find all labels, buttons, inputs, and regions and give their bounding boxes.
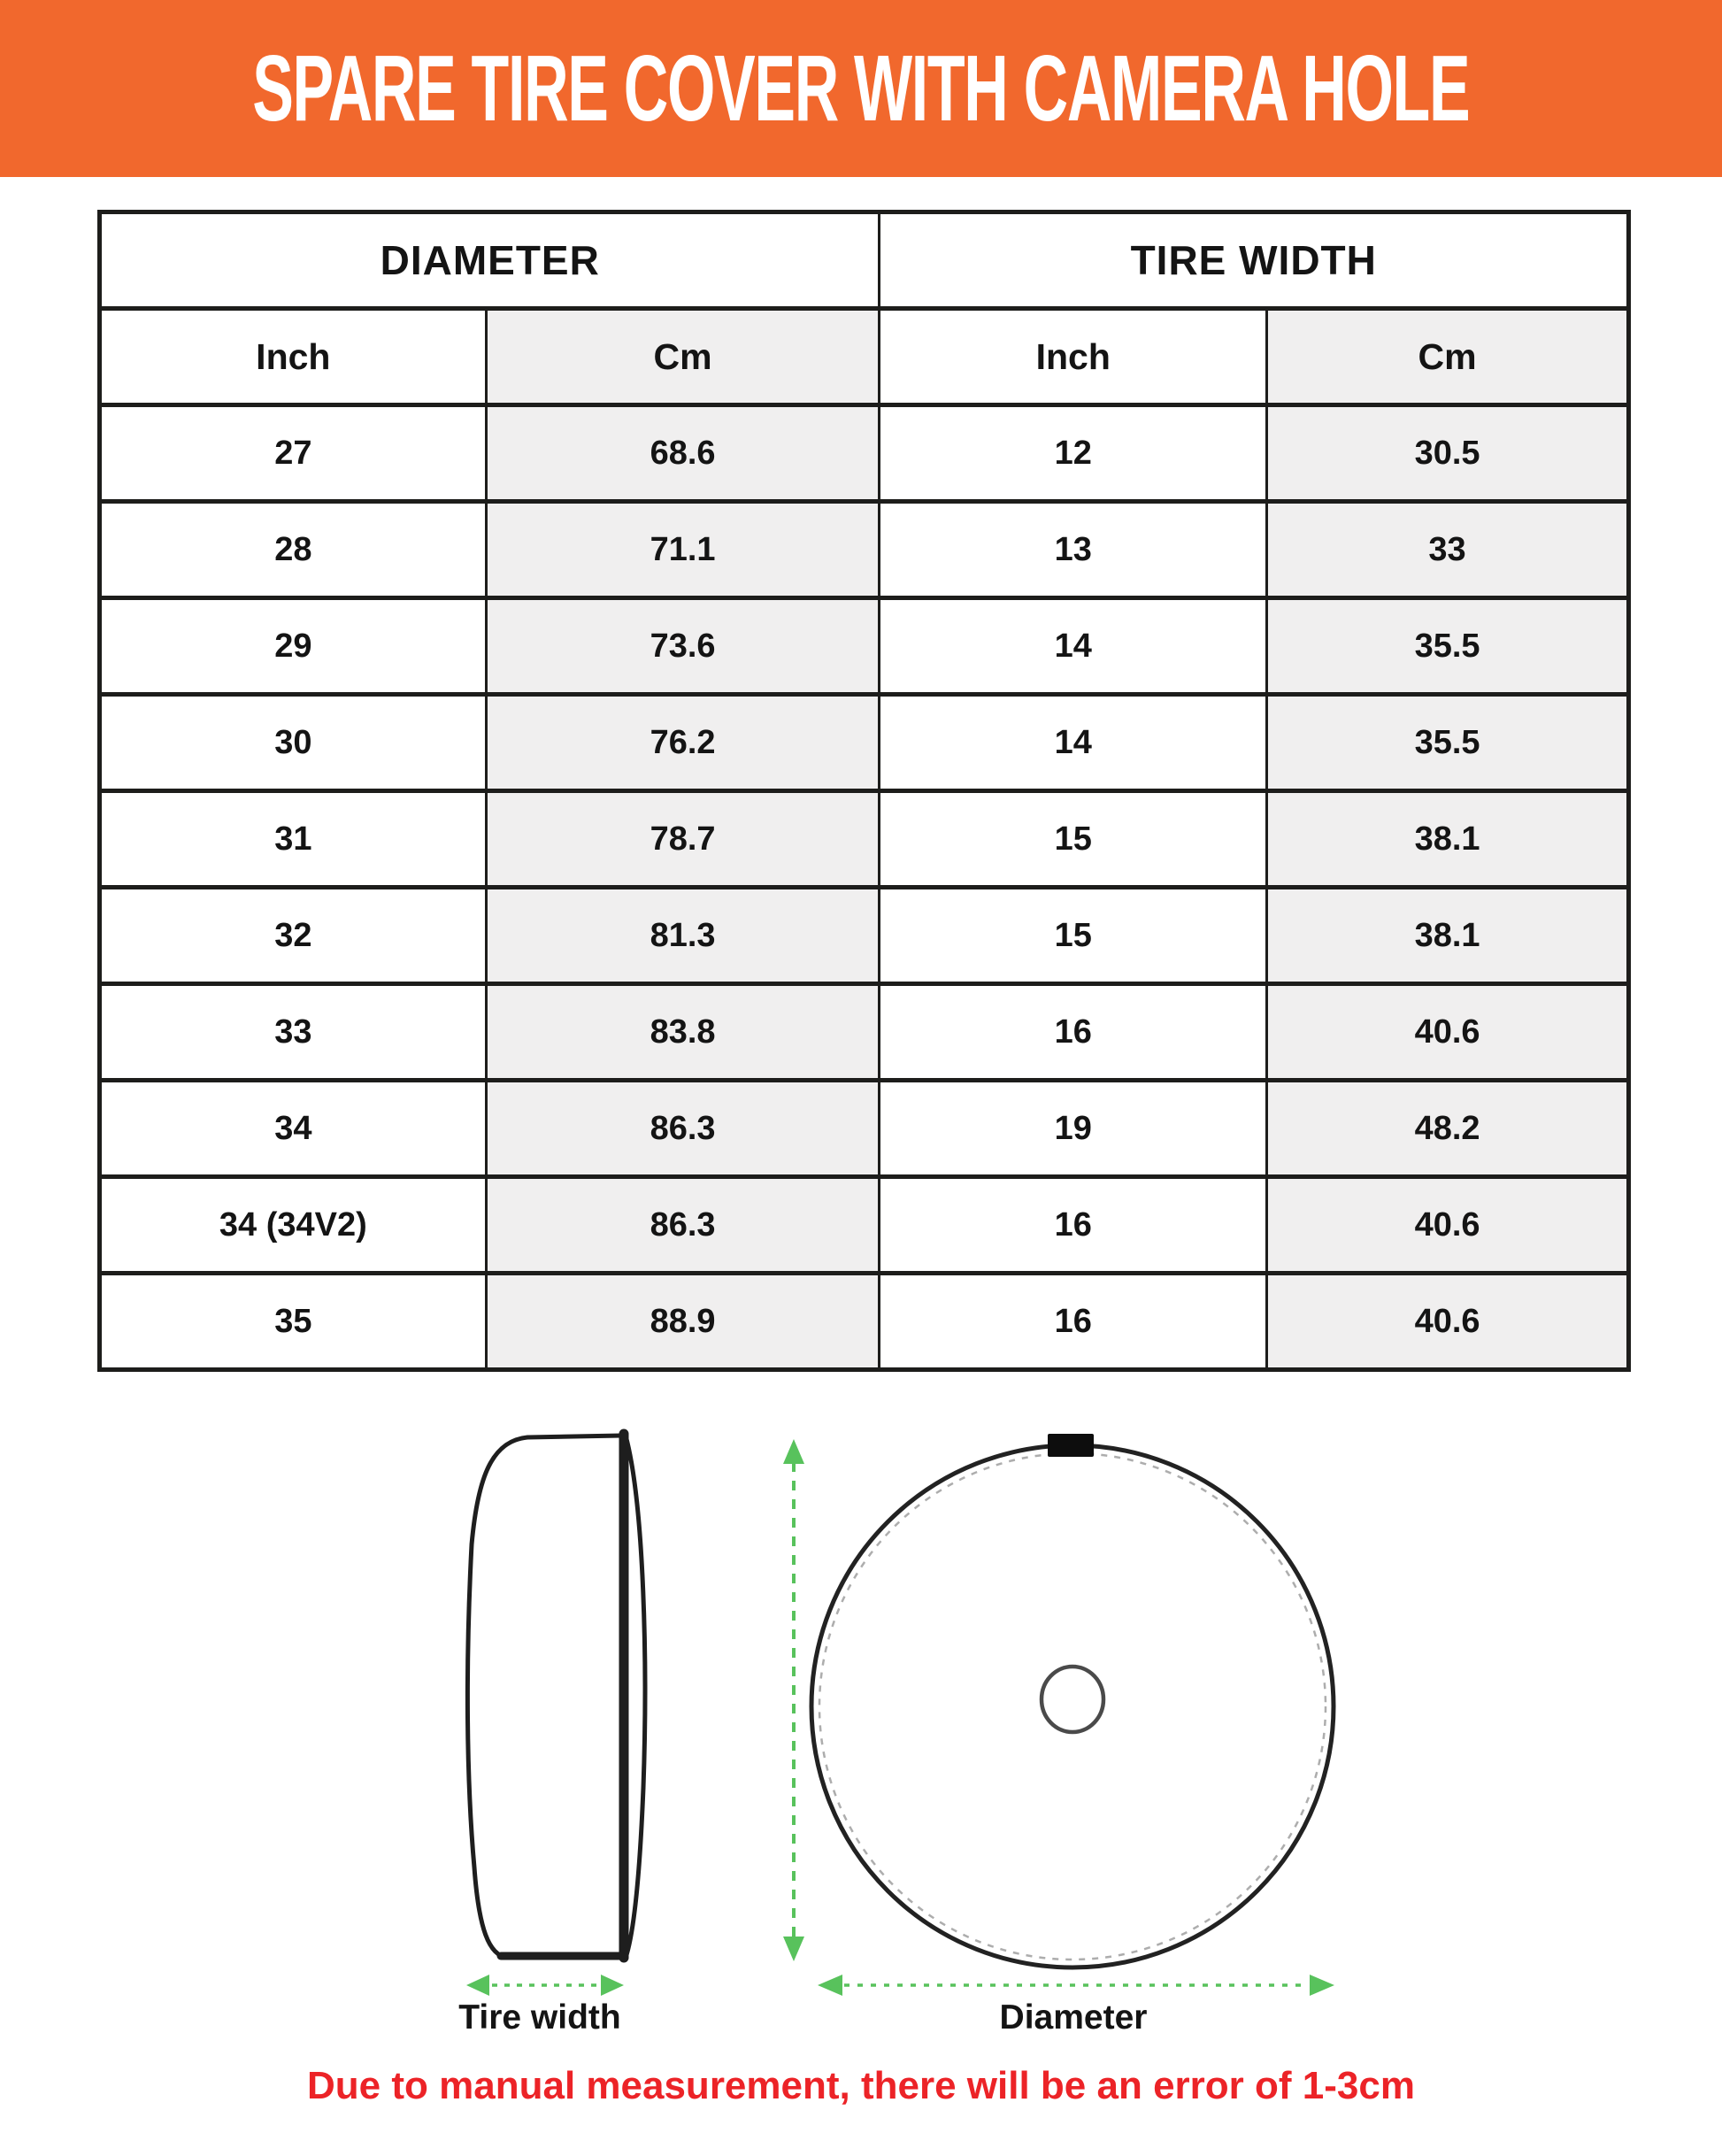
measurement-diagram [0, 1416, 1722, 2053]
diameter-inch-cell: 28 [100, 502, 487, 598]
table-row [100, 984, 1629, 1081]
tire-width-cm-cell: 33 [1267, 502, 1629, 598]
tire-side-view [467, 1434, 645, 1958]
size-table [97, 210, 1631, 1372]
arrow-down-head [783, 1937, 804, 1961]
table-row [100, 502, 1629, 598]
tire-width-cm-cell: 35.5 [1267, 598, 1629, 695]
arrow-right-head [1310, 1975, 1334, 1996]
arrow-right-head [601, 1975, 624, 1996]
table-row [100, 695, 1629, 791]
tire-width-label: Tire width [458, 1998, 621, 2037]
arrow-left-head [466, 1975, 489, 1996]
diameter-cm-cell: 88.9 [486, 1274, 880, 1370]
tire-width-cm-cell: 48.2 [1267, 1081, 1629, 1177]
tire-width-inch-cell: 15 [880, 791, 1267, 888]
diameter-inch-cell: 33 [100, 984, 487, 1081]
diameter-cm-cell: 81.3 [486, 888, 880, 984]
table-row [100, 1081, 1629, 1177]
diameter-inch-cell: 34 [100, 1081, 487, 1177]
diameter-group-header: DIAMETER [100, 212, 880, 309]
tire-width-cm-header: Cm [1267, 309, 1629, 405]
diameter-inch-cell: 27 [100, 405, 487, 502]
tire-width-cm-cell: 30.5 [1267, 405, 1629, 502]
camera-hole-circle [1042, 1667, 1103, 1732]
tire-front-view [811, 1434, 1334, 1967]
tire-width-cm-cell: 35.5 [1267, 695, 1629, 791]
tire-width-group-header: TIRE WIDTH [880, 212, 1629, 309]
vertical-diameter-arrow [783, 1439, 804, 1961]
tire-width-inch-cell: 15 [880, 888, 1267, 984]
top-strap-marker [1048, 1434, 1094, 1457]
banner [0, 0, 1722, 177]
tire-width-cm-cell: 38.1 [1267, 791, 1629, 888]
tire-width-cm-cell: 38.1 [1267, 888, 1629, 984]
tire-width-inch-cell: 19 [880, 1081, 1267, 1177]
tire-width-arrow [466, 1975, 624, 1996]
diameter-inch-header: Inch [100, 309, 487, 405]
table-sub-header-row [100, 309, 1629, 405]
diameter-cm-cell: 76.2 [486, 695, 880, 791]
diameter-inch-cell: 31 [100, 791, 487, 888]
diameter-arrow [818, 1975, 1334, 1996]
table-row [100, 888, 1629, 984]
diameter-cm-cell: 78.7 [486, 791, 880, 888]
diameter-cm-cell: 73.6 [486, 598, 880, 695]
diameter-label: Diameter [999, 1998, 1148, 2037]
arrow-left-head [818, 1975, 842, 1996]
table-row [100, 1274, 1629, 1370]
table-row [100, 791, 1629, 888]
diameter-cm-cell: 68.6 [486, 405, 880, 502]
diameter-cm-cell: 83.8 [486, 984, 880, 1081]
arrow-up-head [783, 1439, 804, 1464]
tire-width-inch-cell: 14 [880, 598, 1267, 695]
tire-width-cm-cell: 40.6 [1267, 1274, 1629, 1370]
diameter-inch-cell: 35 [100, 1274, 487, 1370]
diameter-cm-cell: 71.1 [486, 502, 880, 598]
side-view-outline [467, 1436, 621, 1958]
table-row [100, 598, 1629, 695]
diameter-inch-cell: 29 [100, 598, 487, 695]
diameter-cm-cell: 86.3 [486, 1081, 880, 1177]
tire-width-cm-cell: 40.6 [1267, 984, 1629, 1081]
tire-width-inch-cell: 16 [880, 984, 1267, 1081]
diameter-inch-cell: 30 [100, 695, 487, 791]
measurement-error-note: Due to manual measurement, there will be an error of 1-3cm [307, 2064, 1415, 2107]
diameter-cm-header: Cm [486, 309, 880, 405]
tire-width-inch-cell: 16 [880, 1177, 1267, 1274]
diameter-inch-cell: 32 [100, 888, 487, 984]
diameter-cm-cell: 86.3 [486, 1177, 880, 1274]
table-group-header-row [100, 212, 1629, 309]
tire-width-inch-cell: 14 [880, 695, 1267, 791]
table-row [100, 405, 1629, 502]
tire-width-inch-cell: 12 [880, 405, 1267, 502]
tire-width-cm-cell: 40.6 [1267, 1177, 1629, 1274]
page-title: SPARE TIRE COVER WITH CAMERA HOLE [252, 35, 1470, 141]
tire-width-inch-cell: 13 [880, 502, 1267, 598]
table-row [100, 1177, 1629, 1274]
tire-width-inch-cell: 16 [880, 1274, 1267, 1370]
diameter-inch-cell: 34 (34V2) [100, 1177, 487, 1274]
tire-width-inch-header: Inch [880, 309, 1267, 405]
